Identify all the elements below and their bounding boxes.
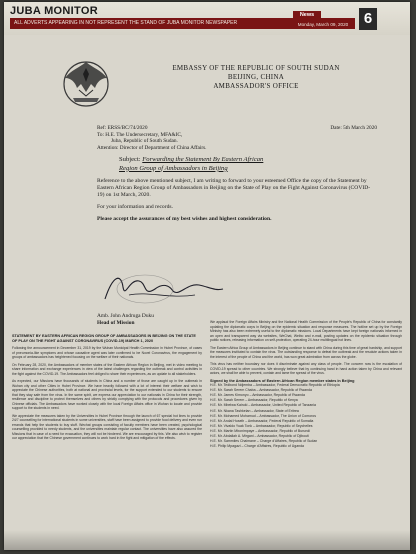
attention-line: Attention: Director of Department of China Affairs. (97, 144, 207, 151)
statement-paragraph: On February 28, 2020, the Ambassadors of member states of the Eastern African Region in Beijing, met in video meeting to share information and exchange experiences in view of the latest challenges regarding the outbreak and control activities in the fight against the COVID-19. The Ambassadors feel obliged to share their experiences, as an update to all stakeholders. (12, 362, 202, 376)
statement-paragraph: This virus has neither boundary nor does it discriminate against any class of people. The concern now is the escalation of COVID-19 spread to other countries. We strongly believe that by continuing hand in hand action taken by China and relevant actors, we shall be able to prevent, contain and tame the spread of the virus. (210, 362, 402, 375)
embassy-name: EMBASSY OF THE REPUBLIC OF SOUTH SUDAN (172, 64, 340, 72)
signatory-name: Amb. John Andruga Duku (97, 313, 154, 319)
page-number: 6 (359, 8, 377, 30)
signatory-list-item: H.E. Mr. Vivaldo Yuak Tonk – Ambassador, Republic of Seychelles (210, 423, 313, 428)
embassy-office: AMBASSADOR'S OFFICE (213, 82, 299, 90)
reference-number: Ref: ERSS/BC/74/2020 (97, 125, 148, 131)
recipient-line: Juba, Republic of South Sudan. (111, 138, 178, 145)
body-paragraph: Reference to the above mentioned subject, I am writing to forward to your esteemed Office the copy of the Statement by Eastern African Region Group of Ambassadors in Beijing on the State of Play on the Fight Against Coronavirus (COVID-19) on 1st March, 2020. (97, 178, 371, 199)
letterhead (116, 64, 396, 91)
signatories-heading: Signed by the Ambassadors of Eastern African Region member states in Beijing (210, 378, 355, 383)
statement-paragraph: As expected, our Missions have thousands of students in China and a number of those are caught up in the outbreak in Wuhan city and other Cities in Hubei Province. We have heavily followed with a lot of interest their welfare and wish to appreciate the Chinese authorities, both at national and provincial levels, for the support extended to our students to ensure that they stay safe from the virus. In the same spirit, we express our appreciation to our nationals in China for their strength, resilience and discipline to protect themselves and others by strictly complying with the protocols and procedures given by Chinese officials. The Ambassadors have worked closely with the local Foreign Affairs office in Wuhan to locate and provide support to the students in need. (12, 379, 202, 411)
ref-date-row (97, 125, 377, 132)
subject-title: Region Group of Ambassadors in Beijing (119, 164, 228, 172)
section-tag: News (293, 11, 321, 19)
subject-prefix: Subject: (119, 156, 141, 164)
signatory-list-item: H.E. Mr. Sarah Serem – Ambassador, Republic of Kenya (210, 398, 298, 403)
letter-date: Date: 5th March 2020 (330, 125, 377, 131)
signatory-list-item: H.E. Mr. Mohamed Mohamud – Ambassador, The Union of Comoros (210, 413, 316, 418)
disclaimer-banner: ALL ADVERTS APPEARING IN NOT REPRESENT THE STAND OF JUBA MONITOR NEWSPAPER (10, 18, 355, 29)
issue-date: Monday, March 09, 2020 (297, 22, 349, 27)
statement-title: STATEMENT BY EASTERN AFRICAN REGION GROUP OF AMBASSADORS IN BEIJING ON THE STATE OF PLAY ON THE FIGHT AGAINST CORONAVIRUS (COVID-19) MARCH 1, 2020 (12, 334, 196, 343)
subject-title: Forwarding the Statement By Eastern African (142, 156, 264, 164)
newspaper-header (4, 2, 410, 35)
statement-right-column (210, 320, 402, 449)
signatory-list-item: H.E. Mr. Nkana Tashkelan – Ambassador, State of Eritrea (210, 408, 299, 413)
signatory-list-item: H.E. Mr. Andal Huseih – Ambassador, Federal Republic of Somalia (210, 418, 314, 423)
statement-paragraph: The Eastern Africa Group of Ambassadors in Beijing continue to stand with China during this time of great hardship, and support the measures instituted to contain the virus. The outstanding response to defeat the outbreak and the resolute actions taken in the interest of the people of China and the world, has won great admiration from across the globe. (210, 345, 402, 359)
signatory-list-item: H.E. Mr. Martin Mbonimpaye – Ambassador, Republic of Burundi (210, 428, 310, 433)
recipient-line: To: H.E. The Undersecretary, MFA&IC, (97, 131, 183, 138)
letter-body (97, 125, 377, 223)
statement-paragraph: We appreciate the measures taken by the Universities in Hubei Province through the launch of 67 special hot lines to provide 24/7 counselling for international students in some universities, staff have been assigned to provide food delivery and even run errands that help the students to buy stuff. Wechat groups consisting of faculty members have been created, psychological counselling provided to needy students, and the universities maintain regular contact. The universities have also assured the Missions that in case of a need for evacuation, they will not be hindered. We are encouraged by this. We also wish to register our appreciation that the Chinese government continues to work hard in the fight and mitigation of the effects. (12, 413, 202, 441)
page-shadow (4, 530, 410, 550)
info-line: For your information and records. (97, 204, 173, 211)
closing-paragraph: Please accept the assurances of my best wishes and highest consideration. (97, 216, 272, 223)
embassy-location: BEIJING, CHINA (227, 73, 285, 81)
signatory-title: Head of Mission (97, 320, 135, 326)
signatory-list-item: H.E. Philip Mpagazi – Charge d'Affaires, Republic of Uganda (210, 444, 304, 449)
signatory (97, 313, 154, 327)
newspaper-page (4, 2, 410, 550)
signatory-list-item: H.E. Mr. Tedbond Ndjemba – Ambassador, Federal Democratic Republic of Ethiopia (210, 383, 340, 388)
handwritten-signature (99, 269, 229, 309)
signatory-list-item: H.E. Mr. James Kimonyo – Ambassador, Republic of Rwanda (210, 393, 305, 398)
statement-paragraph: Following the announcement in December 31, 2019 by the Wuhan Municipal Health Commission in Hubei Province, of cases of pneumonia-like symptoms and whose causative agent was later confirmed to be Novel Coronavirus, the engagement by groups of ambassadors has heightened focusing on the welfare of their nationals. (12, 346, 202, 360)
signatory-list-item: H.E. Mr. Mbelwa Kairuki – Ambassador, United Republic of Tanzania (210, 403, 316, 408)
coat-of-arms-emblem (59, 54, 113, 110)
subject (119, 156, 377, 173)
statement-left-column (12, 334, 202, 444)
signatory-list-item: H.E. Mr. Abdallah A. Mirgani – Ambassador, Republic of Djibouti (210, 434, 309, 439)
statement-paragraph: We applaud the Foreign Affairs Ministry and the National Health Commission of the People's Republic of China for constantly updating the diplomatic corps in Beijing on the epidemic situation and response measures. The hotline set up by the Foreign Ministry has also been extremely useful to the diplomatic missions. Local Departments have kept foreign nationals informed in an open and transparent way via websites, WeChat, Weibo and e-mail, posting updates on the epidemic situation through public notices, releasing information on self-protection, operating 24-hour multilingual hot lines. (210, 320, 402, 342)
masthead: JUBA MONITOR (10, 5, 98, 17)
signatory-list-item: H.E. Mr. Sammiles Chaimane – Charge d'Affaires, Republic of Sudan (210, 439, 318, 444)
signatory-list-item: H.E. Mr. Sarah Serem Chaba – Ambassador, Republic of Rwanda (210, 388, 312, 393)
